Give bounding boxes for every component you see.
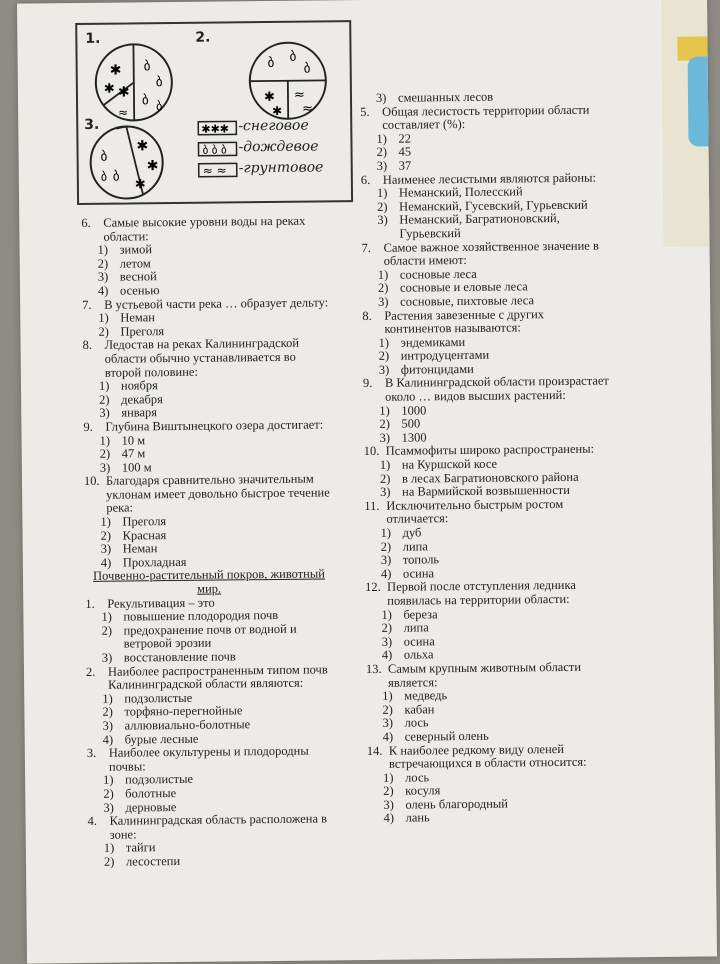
option-text: 22: [398, 130, 608, 146]
svg-text:ბ: ბ: [289, 50, 296, 65]
option-text: весной: [120, 269, 330, 285]
question-item: [367, 742, 615, 772]
question-text: Глубина Виштынецкого озера достигает:: [105, 418, 331, 434]
question-text: В устьевой части река … образует дельту:: [104, 296, 330, 312]
option-text: торфяно-перегнойные: [124, 704, 334, 720]
option-number: 2): [378, 282, 400, 296]
question-text: Ледостав на реках Калининградской области обычно устанавливается во второй половине:: [105, 337, 331, 380]
option-number: 1): [382, 690, 404, 704]
option-text: восстановление почв: [124, 649, 334, 665]
question-number: 4.: [87, 815, 109, 842]
option-number: 2): [382, 703, 404, 717]
pie-2: [249, 42, 326, 119]
question-text: Благодаря сравнительно значительным уклонам имеет довольно быстрое течение река:: [106, 473, 332, 516]
questions-group-soils: [85, 595, 336, 869]
question-text: Самым крупным животным области является:: [388, 660, 614, 690]
question-item: [360, 103, 608, 133]
pie-number-1: 1.: [85, 31, 100, 47]
option-number: 2): [103, 787, 125, 801]
option-number: 3): [100, 461, 122, 475]
option-text: Неманский, Гусевский, Гурьевский: [399, 198, 609, 214]
option-number: 2): [381, 622, 403, 636]
option-text: в лесах Багратионовского района: [402, 470, 612, 486]
question-number: 6.: [81, 217, 103, 244]
question-text: В Калининградской области произрастает около … видов высших растений:: [385, 375, 611, 405]
svg-text:✱: ✱: [264, 90, 275, 105]
option-text: летом: [120, 255, 330, 271]
option-number: 3): [103, 801, 125, 815]
option-number: 3): [98, 271, 120, 285]
question-number: 10.: [364, 445, 386, 459]
option-text: подзолистые: [125, 772, 335, 788]
option-number: 1): [383, 771, 405, 785]
option-number: 1): [99, 380, 121, 394]
pie-3: [90, 126, 163, 199]
option-number: 1): [101, 611, 123, 625]
option-text: лань: [405, 810, 615, 826]
svg-text:✱: ✱: [147, 158, 159, 174]
section-title-line-1: Почвенно-растительный покров, животный: [85, 568, 333, 584]
question-number: 2.: [86, 665, 108, 692]
option-text: липа: [403, 620, 613, 636]
svg-text:ბ: ბ: [101, 150, 108, 165]
option-text: фитонцидами: [401, 361, 611, 377]
option-number: 3): [382, 635, 404, 649]
option-number: 3): [376, 92, 398, 106]
option-number: 1): [376, 132, 398, 146]
option-text: кабан: [404, 701, 614, 717]
option-number: 3): [99, 407, 121, 421]
option-number: 2): [381, 540, 403, 554]
option-number: 1): [380, 459, 402, 473]
section-title: [85, 568, 333, 598]
question-number: 13.: [366, 663, 388, 690]
option-text: тополь: [403, 552, 613, 568]
option-number: 2): [101, 529, 123, 543]
river-feeding-figure: [75, 20, 353, 205]
question-text: Наименее лесистыми являются районы:: [383, 171, 609, 187]
option-text: лось: [404, 715, 614, 731]
option-text: 45: [399, 144, 609, 160]
option-text: тайги: [126, 840, 336, 856]
question-text: Наиболее окультурены и плодородны почвы:: [109, 745, 335, 775]
svg-text:ბ: ბ: [101, 170, 107, 184]
option-number: 3): [382, 717, 404, 731]
question-item: [366, 660, 614, 690]
question-number: 6.: [361, 173, 383, 187]
question-text: Псаммофиты широко распространены:: [386, 443, 612, 459]
question-number: 1.: [85, 597, 107, 611]
option-number: 1): [98, 244, 120, 258]
question-text: К наиболее редкому виду оленей встречающихся в области относится:: [389, 742, 615, 772]
option-text: эндемиками: [400, 334, 610, 350]
option-text: повышение плодородия почв: [123, 609, 333, 625]
option-text: декабря: [121, 391, 331, 407]
option-text: липа: [403, 538, 613, 554]
option-number: 3): [380, 486, 402, 500]
pie-drawings: [77, 22, 351, 203]
option-text: 47 м: [122, 445, 332, 461]
option-number: 1): [100, 434, 122, 448]
background-object-blue: [688, 56, 709, 146]
option-number: 3): [101, 543, 123, 557]
option-text: подзолистые: [124, 690, 334, 706]
option-number: 4): [98, 285, 120, 299]
option-number: 2): [379, 350, 401, 364]
legend-ground: -грунтовое: [239, 159, 324, 176]
option-text: интродуцентами: [401, 348, 611, 364]
pie-number-3: 3.: [84, 117, 99, 133]
question-text: Наиболее распространенным типом почв Калининградской области являются:: [108, 663, 334, 693]
option-text: сосновые и еловые леса: [400, 280, 610, 296]
svg-text:≈ ≈: ≈ ≈: [203, 163, 227, 177]
option-number: 3): [378, 296, 400, 310]
svg-text:ბ: ბ: [142, 93, 149, 108]
option-text: аллювиально-болотные: [124, 717, 334, 733]
option-number: 3): [377, 160, 399, 174]
svg-text:ბ: ბ: [113, 170, 120, 185]
option-text: бурые лесные: [125, 731, 335, 747]
svg-text:✱: ✱: [135, 177, 146, 192]
question-item: [363, 375, 611, 405]
option-number: 2): [377, 200, 399, 214]
option-number: 3): [381, 554, 403, 568]
legend-rain: -дождевое: [238, 138, 318, 155]
question-text: Первой после отступления ледника появилась на территории области:: [387, 579, 613, 609]
legend-snow: -снеговое: [238, 118, 309, 135]
option-text: января: [121, 405, 331, 421]
question-text: Рекультивация – это: [107, 595, 333, 611]
answer-option: [88, 853, 336, 869]
option-number: 1): [379, 404, 401, 418]
question-item: [84, 473, 332, 516]
option-text: смешанных лесов: [398, 89, 608, 105]
questions-group-vegetation: [360, 103, 616, 826]
option-number: 2): [101, 624, 123, 651]
option-text: 37: [399, 157, 609, 173]
question-number: 10.: [84, 475, 106, 516]
legend-swatches: [198, 121, 237, 177]
option-text: косуля: [405, 783, 615, 799]
option-number: 4): [381, 567, 403, 581]
option-number: 2): [98, 257, 120, 271]
svg-text:ბ ბ ბ: ბ ბ ბ: [202, 143, 227, 156]
option-text: Преголя: [122, 513, 332, 529]
option-number: 4): [383, 731, 405, 745]
option-number: 4): [103, 733, 125, 747]
option-text: осина: [403, 565, 613, 581]
option-text: ольха: [404, 647, 614, 663]
svg-text:ბ: ბ: [156, 99, 162, 113]
question-item: [362, 307, 610, 337]
answer-option: [367, 810, 615, 826]
option-number: 1): [377, 187, 399, 201]
option-number: 3): [377, 214, 399, 241]
svg-text:✱: ✱: [118, 84, 130, 100]
question-number: 3.: [87, 747, 109, 774]
option-text: на Куршской косе: [402, 456, 612, 472]
svg-text:≈: ≈: [302, 102, 313, 117]
option-text: лось: [405, 769, 615, 785]
question-item: [81, 214, 329, 244]
option-number: 4): [101, 556, 123, 570]
option-number: 3): [379, 431, 401, 445]
option-number: 1): [102, 692, 124, 706]
option-number: 2): [100, 448, 122, 462]
svg-text:≈: ≈: [294, 88, 305, 103]
pie-number-2: 2.: [195, 30, 210, 46]
question-item: [365, 579, 613, 609]
option-text: 1300: [401, 429, 611, 445]
svg-text:ბ: ბ: [144, 59, 151, 74]
question-item: [87, 745, 335, 775]
option-text: сосновые, пихтовые леса: [400, 293, 610, 309]
paper-sheet: [17, 0, 717, 964]
option-number: 2): [102, 706, 124, 720]
option-text: Неман: [120, 310, 330, 326]
question-text: Самые высокие уровни воды на реках области:: [103, 214, 329, 244]
option-text: 1000: [401, 402, 611, 418]
question-item: [362, 239, 610, 269]
question-text: Исключительно быстрым ростом отличается:: [386, 497, 612, 527]
option-number: 2): [379, 418, 401, 432]
option-number: 1): [104, 842, 126, 856]
right-column: [360, 89, 616, 826]
question-number: 8.: [362, 309, 384, 336]
option-text: лесостепи: [126, 853, 336, 869]
option-number: 1): [103, 774, 125, 788]
option-text: 100 м: [122, 459, 332, 475]
option-text: дерновые: [125, 799, 335, 815]
option-text: северный олень: [405, 728, 615, 744]
option-text: олень благородный: [405, 796, 615, 812]
question-number: 9.: [363, 377, 385, 404]
question-text: Растения завезенные с других континентов называются:: [384, 307, 610, 337]
svg-text:✱: ✱: [136, 138, 148, 154]
question-number: 5.: [360, 105, 382, 132]
option-text: Прохладная: [123, 554, 333, 570]
question-number: 12.: [365, 581, 387, 608]
answer-option: [361, 212, 609, 242]
option-text: предохранение почв от водной и ветровой эрозии: [123, 622, 333, 651]
option-number: 2): [377, 146, 399, 160]
option-text: болотные: [125, 785, 335, 801]
option-text: осина: [404, 633, 614, 649]
question-number: 9.: [83, 421, 105, 435]
questions-group-hydrology: [81, 214, 333, 570]
option-number: 4): [382, 649, 404, 663]
svg-text:ბ: ბ: [304, 62, 311, 77]
left-column: [81, 214, 336, 869]
option-text: 500: [401, 416, 611, 432]
option-text: зимой: [120, 242, 330, 258]
svg-text:✱: ✱: [272, 104, 282, 118]
option-text: Неманский, Багратионовский, Гурьевский: [399, 212, 609, 241]
option-number: 3): [383, 798, 405, 812]
option-number: 2): [383, 785, 405, 799]
question-item: [364, 497, 612, 527]
pie-1: [95, 44, 172, 121]
question-number: 11.: [364, 500, 386, 527]
question-text: Самое важное хозяйственное значение в области имеют:: [384, 239, 610, 269]
option-text: на Вармийской возвышенности: [402, 484, 612, 500]
option-text: осенью: [120, 282, 330, 298]
option-number: 1): [98, 312, 120, 326]
question-item: [87, 812, 335, 842]
option-text: Неманский, Полесский: [399, 185, 609, 201]
question-item: [86, 663, 334, 693]
option-number: 1): [378, 268, 400, 282]
svg-text:✱✱✱: ✱✱✱: [201, 122, 229, 135]
answer-option: [86, 622, 334, 652]
option-number: 3): [102, 652, 124, 666]
option-number: 1): [380, 527, 402, 541]
option-text: Преголя: [120, 323, 330, 339]
option-number: 1): [100, 516, 122, 530]
option-number: 2): [104, 855, 126, 869]
question-text: Калининградская область расположена в зоне:: [109, 812, 335, 842]
option-number: 1): [381, 608, 403, 622]
svg-text:≈: ≈: [118, 105, 128, 119]
svg-text:ბ: ბ: [268, 56, 275, 71]
svg-text:ბ: ბ: [156, 75, 163, 90]
option-number: 4): [383, 812, 405, 826]
question-item: [83, 337, 331, 380]
option-number: 2): [98, 325, 120, 339]
option-text: дуб: [402, 524, 612, 540]
question-text: Общая лесистость территории области составляет (%):: [382, 103, 608, 133]
option-text: береза: [403, 606, 613, 622]
option-number: 3): [379, 364, 401, 378]
option-text: Красная: [123, 527, 333, 543]
question-number: 14.: [367, 744, 389, 771]
option-number: 2): [99, 393, 121, 407]
option-text: Неман: [123, 541, 333, 557]
option-text: 10 м: [122, 432, 332, 448]
option-number: 1): [378, 336, 400, 350]
option-text: сосновые леса: [400, 266, 610, 282]
option-number: 2): [380, 472, 402, 486]
question-number: 7.: [82, 298, 104, 312]
section-title-line-2: мир.: [85, 581, 333, 597]
question-number: 8.: [83, 339, 105, 380]
option-text: медведь: [404, 688, 614, 704]
svg-text:✱: ✱: [110, 63, 122, 79]
question-number: 7.: [362, 241, 384, 268]
option-number: 3): [102, 720, 124, 734]
svg-text:✱: ✱: [104, 82, 115, 97]
option-text: ноября: [121, 377, 331, 393]
